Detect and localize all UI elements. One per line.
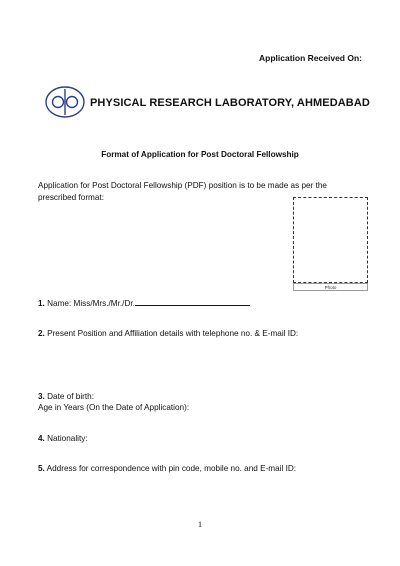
field-number: 2. [38, 329, 45, 338]
field-number: 5. [38, 464, 45, 473]
field-name [38, 297, 250, 309]
photo-label: Photo [293, 283, 368, 291]
field-number: 3. [38, 392, 45, 401]
field-label: Nationality: [44, 434, 88, 443]
form-title: Format of Application for Post Doctoral Fellowship [101, 150, 299, 159]
field-label: Present Position and Affiliation details with telephone no. & E-mail ID: [44, 329, 299, 338]
field-present-position [38, 328, 298, 339]
field-label: Name: Miss/Mrs./Mr./Dr. [44, 299, 135, 308]
field-label: Address for correspondence with pin code, mobile no. and E-mail ID: [44, 464, 297, 473]
field-number: 1. [38, 299, 45, 308]
organization-name: PHYSICAL RESEARCH LABORATORY, AHMEDABAD [90, 97, 370, 109]
name-input-line[interactable] [135, 297, 250, 306]
field-number: 4. [38, 434, 45, 443]
photo-box[interactable] [293, 197, 368, 283]
application-received-label: Application Received On: [259, 53, 362, 63]
prl-logo-icon [45, 86, 85, 118]
field-nationality [38, 433, 88, 444]
form-intro: Application for Post Doctoral Fellowship (PDF) position is to be made as per the prescribed format: [38, 181, 327, 202]
field-sublabel: Age in Years (On the Date of Application): [38, 403, 190, 412]
field-date-of-birth [38, 391, 189, 413]
field-address [38, 463, 296, 474]
field-label: Date of birth: [44, 392, 94, 401]
page-number: 1 [197, 519, 203, 529]
